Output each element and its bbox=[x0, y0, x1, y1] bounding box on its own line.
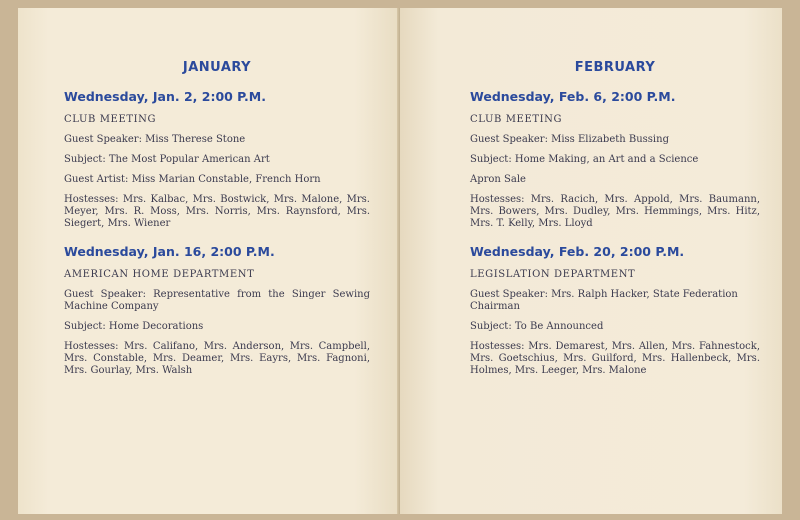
event-subject: Subject: The Most Popular American Art bbox=[64, 154, 270, 165]
event-department: CLUB MEETING bbox=[64, 114, 157, 125]
event-hostesses: Hostesses: Mrs. Califano, Mrs. Anderson, Mrs. Campbell, Mrs. Constable, Mrs. Deamer, Mrs. Eayrs, Mrs. Fagnoni, Mrs. Gourlay, Mrs. Walsh bbox=[64, 341, 370, 376]
event-department: CLUB MEETING bbox=[470, 114, 563, 125]
left-page bbox=[18, 8, 400, 514]
event-guest-speaker: Guest Speaker: Miss Therese Stone bbox=[64, 134, 246, 145]
event-guest-speaker: Guest Speaker: Miss Elizabeth Bussing bbox=[470, 134, 669, 145]
event-apron-sale: Apron Sale bbox=[470, 174, 526, 185]
event-jan-2 bbox=[64, 89, 370, 230]
event-feb-20 bbox=[470, 244, 760, 377]
event-feb-6 bbox=[470, 89, 760, 230]
event-guest-artist: Guest Artist: Miss Marian Constable, French Horn bbox=[64, 174, 321, 185]
event-date: Wednesday, Feb. 6, 2:00 P.M. bbox=[470, 89, 676, 104]
event-date: Wednesday, Jan. 16, 2:00 P.M. bbox=[64, 244, 275, 259]
month-heading-february: FEBRUARY bbox=[574, 60, 656, 75]
right-page bbox=[400, 8, 782, 514]
event-guest-speaker: Guest Speaker: Mrs. Ralph Hacker, State Federation Chairman bbox=[470, 289, 738, 312]
month-heading-january: JANUARY bbox=[182, 60, 252, 75]
event-jan-16 bbox=[64, 244, 370, 377]
event-department: AMERICAN HOME DEPARTMENT bbox=[64, 269, 255, 280]
event-hostesses: Hostesses: Mrs. Kalbac, Mrs. Bostwick, Mrs. Malone, Mrs. Meyer, Mrs. R. Moss, Mrs. Norris, Mrs. Raynsford, Mrs. Siegert, Mrs. Wiener bbox=[64, 194, 370, 229]
event-guest-speaker: Guest Speaker: Representative from the Singer Sewing Machine Company bbox=[64, 289, 370, 312]
event-subject: Subject: To Be Announced bbox=[470, 321, 604, 332]
event-hostesses: Hostesses: Mrs. Demarest, Mrs. Allen, Mrs. Fahnestock, Mrs. Goetschius, Mrs. Guilford, Mrs. Hallenbeck, Mrs. Holmes, Mrs. Leeger, Mrs. Malone bbox=[470, 341, 760, 376]
event-subject: Subject: Home Decorations bbox=[64, 321, 204, 332]
event-department: LEGISLATION DEPARTMENT bbox=[470, 269, 636, 280]
event-hostesses: Hostesses: Mrs. Racich, Mrs. Appold, Mrs. Baumann, Mrs. Bowers, Mrs. Dudley, Mrs. Hemmings, Mrs. Hitz, Mrs. T. Kelly, Mrs. Lloyd bbox=[470, 194, 760, 229]
event-subject: Subject: Home Making, an Art and a Science bbox=[470, 154, 699, 165]
event-date: Wednesday, Jan. 2, 2:00 P.M. bbox=[64, 89, 266, 104]
event-date: Wednesday, Feb. 20, 2:00 P.M. bbox=[470, 244, 685, 259]
